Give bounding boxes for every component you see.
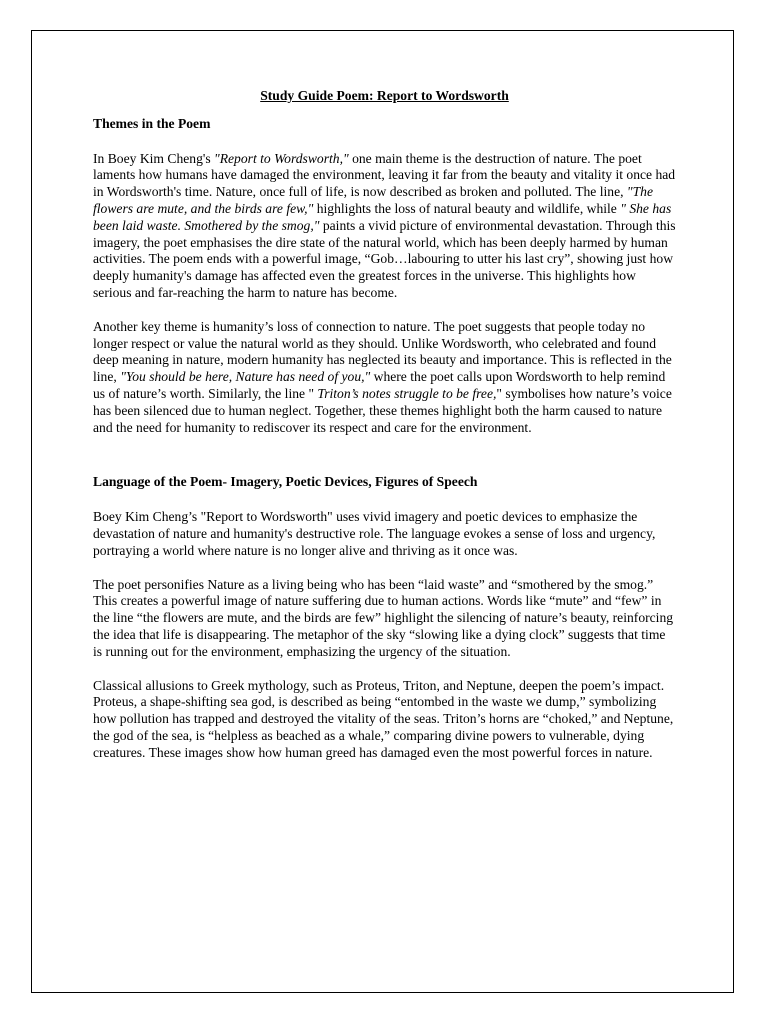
quoted-line: "The flowers are mute, and the birds are few," <box>93 184 654 216</box>
document-title: Study Guide Poem: Report to Wordsworth <box>260 88 509 103</box>
section-heading-themes: Themes in the Poem <box>93 115 211 131</box>
quoted-line: "You should be here, Nature has need of you," <box>120 369 371 385</box>
document-body <box>93 88 676 779</box>
quoted-line: Triton’s notes struggle to be free, <box>317 385 497 401</box>
paragraph: In Boey Kim Cheng's "Report to Wordsworth," one main theme is the destruction of nature. The poet laments how humans have damaged the environment, leaving it far from the beauty and vitality it once had in Wordsworth's time. Nature, once full of life, is now described as broken and polluted. The line, "The flowers are mute, and the birds are few," highlights the loss of natural beauty and wildlife, while " She has been laid waste. Smothered by the smog," paints a vivid picture of environmental devastation. Through this imagery, the poet emphasises the dire state of the natural world, which has been deeply harmed by human activities. The poem ends with a powerful image, “Gob…labouring to utter his last cry”, showing just how deeply humanity's damage has affected even the greatest forces in the universe. This highlights how serious and far-reaching the harm to nature has become. <box>93 150 676 300</box>
quoted-line: "Report to Wordsworth," <box>214 150 349 166</box>
section-themes <box>93 116 676 437</box>
paragraph: Classical allusions to Greek mythology, such as Proteus, Triton, and Neptune, deepen the poem’s impact. Proteus, a shape-shifting sea god, is described as being “entombed in the waste we dump,” symbolizing how pollution has trapped and destroyed the vitality of the seas. Triton’s horns are “choked,” and Neptune, the god of the sea, is “helpless as beached as a whale,” comparing divine powers to vulnerable, dying creatures. These images show how human greed has damaged even the most powerful forces in nature. <box>93 677 674 760</box>
paragraph: The poet personifies Nature as a living being who has been “laid waste” and “smothered by the smog.” This creates a powerful image of nature suffering due to human actions. Words like “mute” and “few” in the line “the flowers are mute, and the birds are few” highlight the silencing of nature’s beauty, reinforcing the idea that life is disappearing. The metaphor of the sky “slowing like a dying clock” suggests that time is running out for the environment, emphasizing the urgency of the situation. <box>93 576 674 659</box>
section-language <box>93 474 676 761</box>
paragraph: Boey Kim Cheng’s "Report to Wordsworth" uses vivid imagery and poetic devices to emphasize the devastation of nature and humanity's destructive role. The language evokes a sense of loss and urgency, portraying a world where nature is no longer alive and thriving as it once was. <box>93 509 656 558</box>
paragraph: Another key theme is humanity’s loss of connection to nature. The poet suggests that people today no longer respect or value the natural world as they should. Unlike Wordsworth, who celebrated and found deep meaning in nature, modern humanity has neglected its beauty and importance. This is reflected in the line, "You should be here, Nature has need of you," where the poet calls upon Wordsworth to help remind us of nature’s worth. Similarly, the line " Triton’s notes struggle to be free," symbolises how nature’s voice has been silenced due to human neglect. Together, these themes highlight both the harm caused to nature and the need for humanity to rediscover its respect and care for the environment. <box>93 318 672 435</box>
section-heading-language: Language of the Poem- Imagery, Poetic Devices, Figures of Speech <box>93 474 478 490</box>
quoted-line: " She has been laid waste. Smothered by the smog," <box>93 200 672 233</box>
